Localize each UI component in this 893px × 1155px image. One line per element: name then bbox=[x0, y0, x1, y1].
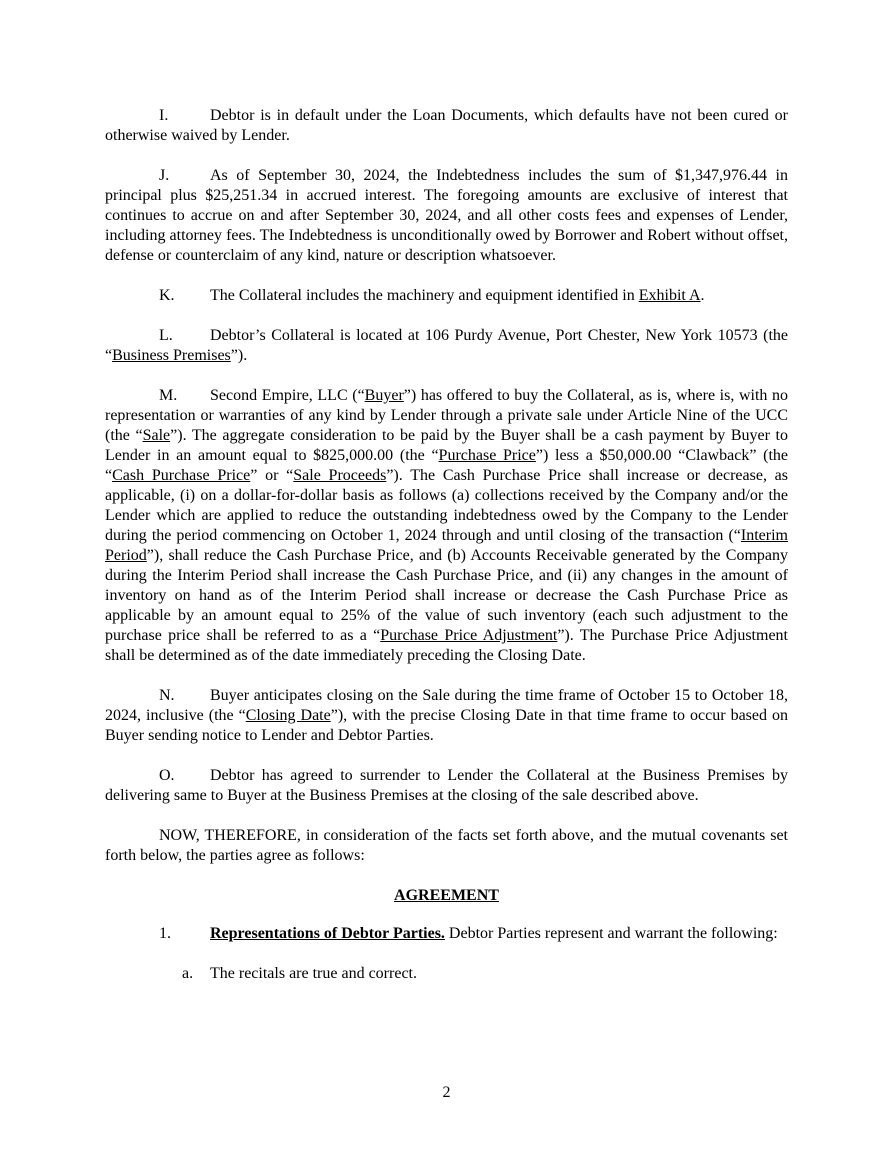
defined-term-sale: Sale bbox=[142, 427, 171, 444]
recital-text: Debtor is in default under the Loan Documents, which defaults have not been cured or otherwise waived by Lender. bbox=[105, 107, 788, 144]
defined-term-closing-date: Closing Date bbox=[245, 707, 331, 724]
defined-term-purchase-price: Purchase Price bbox=[438, 447, 536, 464]
section-number: 1. bbox=[159, 925, 171, 942]
defined-term-buyer: Buyer bbox=[364, 387, 404, 404]
document-page bbox=[105, 106, 788, 1004]
recital-i bbox=[105, 106, 788, 146]
page-number: 2 bbox=[442, 1084, 451, 1101]
defined-term-purchase-price-adjustment: Purchase Price Adjustment bbox=[380, 627, 558, 644]
list-item-text: The recitals are true and correct. bbox=[210, 965, 417, 982]
recital-text: Buyer anticipates closing on the Sale during the time frame of October 15 to October 18, 2024, inclusive (the “ bbox=[105, 687, 788, 724]
now-therefore-clause: NOW, THEREFORE, in consideration of the facts set forth above, and the mutual covenants set forth below, the parties agree as follows: bbox=[105, 827, 788, 864]
recital-m: M. Second Empire, LLC (“Buyer”) has offered to buy the Collateral, as is, where is, with no representation or warranties of any kind by Lender through a private sale under Article Nine of the UCC (the “Sale”). The aggregate consideration to be paid by the Buyer shall be a cash payment by Buyer to Lender in an amount equal to $825,000.00 (the “Purchase Price”) less a $50,000.00 “Clawback” (the “Cash Purchase Price” or “Sale Proceeds”). The Cash Purchase Price shall increase or decrease, as applicable, (i) on a dollar-for-dollar basis as follows (a) collections received by the Company and/or the Lender which are applied to reduce the outstanding indebtedness owed by the Company to the Lender during the period commencing on October 1, 2024 through and until closing of the transaction (“Interim Period”), shall reduce the Cash Purchase Price, and (b) Accounts Receivable generated by the Company during the Interim Period shall increase the Cash Purchase Price, and (ii) any changes in the amount of inventory on hand as of the Interim Period shall increase or decrease the Cash Purchase Price as applicable by an amount equal to 25% of the value of such inventory (each such adjustment to the purchase price shall be referred to as a “Purchase Price Adjustment”). The Purchase Price Adjustment shall be determined as of the date immediately preceding the Closing Date. bbox=[105, 387, 789, 664]
recital-text: As of September 30, 2024, the Indebtedness includes the sum of $1,347,976.44 in principal plus $25,251.34 in accrued interest. The foregoing amounts are exclusive of interest that continues to accrue on and after September 30, 2024, and all other costs fees and expenses of Lender, including attorney fees. The Indebtedness is unconditionally owed by Borrower and Robert without offset, defense or counterclaim of any kind, nature or description whatsoever. bbox=[105, 167, 788, 264]
recital-label: M. bbox=[159, 387, 178, 404]
recital-text: Debtor’s Collateral is located at 106 Purdy Avenue, Port Chester, New York 10573 (the “ bbox=[105, 327, 788, 364]
recital-label: I. bbox=[159, 107, 169, 124]
recital-n: N. Buyer anticipates closing on the Sale during the time frame of October 15 to October 18, 2024, inclusive (the “Closing Date”), with the precise Closing Date in that time frame to occur based on Buyer sending notice to Lender and Debtor Parties. bbox=[105, 687, 788, 744]
recital-l: L. Debtor’s Collateral is located at 106 Purdy Avenue, Port Chester, New York 10573 (the “Business Premises”). bbox=[105, 327, 788, 364]
recital-text: Debtor has agreed to surrender to Lender the Collateral at the Business Premises by delivering same to Buyer at the Business Premises at the closing of the sale described above. bbox=[105, 767, 788, 804]
recital-label: J. bbox=[159, 167, 170, 184]
defined-term-business-premises: Business Premises bbox=[112, 347, 231, 364]
agreement-heading: AGREEMENT bbox=[394, 887, 499, 904]
recital-text: The Collateral includes the machinery and equipment identified in bbox=[210, 287, 639, 304]
section-text: Debtor Parties represent and warrant the following: bbox=[444, 925, 778, 942]
recital-o bbox=[105, 766, 788, 806]
recital-label: N. bbox=[159, 687, 175, 704]
list-item-a bbox=[182, 964, 788, 984]
defined-term-sale-proceeds: Sale Proceeds bbox=[293, 467, 387, 484]
recital-j bbox=[105, 166, 788, 266]
recital-label: O. bbox=[159, 767, 175, 784]
recital-label: K. bbox=[159, 287, 175, 304]
recital-label: L. bbox=[159, 327, 173, 344]
defined-term-cash-purchase-price: Cash Purchase Price bbox=[112, 467, 251, 484]
defined-term-interim-period: Interim Period bbox=[105, 527, 788, 564]
list-item-label: a. bbox=[182, 965, 194, 982]
section-1 bbox=[105, 924, 788, 944]
recital-k: K. The Collateral includes the machinery and equipment identified in Exhibit A. bbox=[159, 287, 705, 304]
section-title: Representations of Debtor Parties. bbox=[210, 925, 445, 942]
exhibit-reference: Exhibit A bbox=[638, 287, 701, 304]
